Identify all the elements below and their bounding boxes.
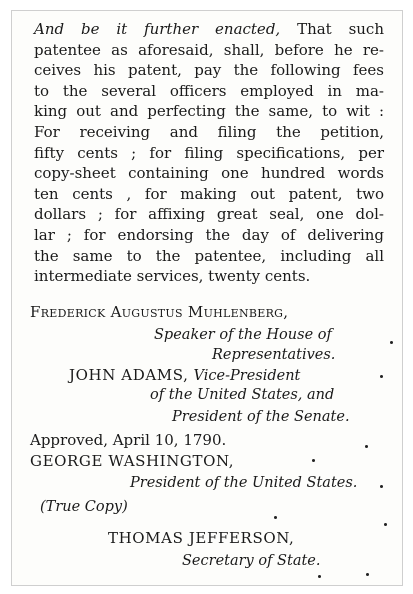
body-line-12: the same to the patentee, including all <box>34 246 384 265</box>
body-line-8: copy-sheet containing one hundred words <box>34 164 384 183</box>
body-line-11: lar ; for endorsing the day of delivering <box>34 225 384 244</box>
ink-speck <box>380 485 383 488</box>
president-title: President of the United States. <box>130 475 358 491</box>
body-line-6: For receiving and filing the petition, <box>34 122 384 141</box>
body-line-10: dollars ; for affixing great seal, one dol- <box>34 205 384 224</box>
vp-title-line-1: Vice-President <box>193 368 301 384</box>
ink-speck <box>312 459 315 462</box>
body-line-9: ten cents , for making out patent, two <box>34 184 384 203</box>
approval-date: Approved, April 10, 1790. <box>30 431 227 449</box>
body-line-5: king out and perfecting the same, to wit : <box>34 102 384 121</box>
ink-speck <box>390 341 393 344</box>
document-page <box>11 10 403 586</box>
ink-speck <box>366 573 369 576</box>
enactment-paragraph <box>34 19 384 287</box>
vp-name: JOHN ADAMS, <box>69 366 189 384</box>
secretary-name: THOMAS JEFFERSON, <box>108 529 295 547</box>
ink-speck <box>365 445 368 448</box>
true-copy-note: (True Copy) <box>40 499 128 515</box>
speaker-title-line-1: Speaker of the House of <box>154 327 332 343</box>
body-line-7: fifty cents ; for filing specifications, per <box>34 143 384 162</box>
speaker-title-line-2: Representatives. <box>212 347 336 363</box>
ink-speck <box>384 523 387 526</box>
body-line-4: to the several officers employed in ma- <box>34 81 384 100</box>
president-name: GEORGE WASHINGTON, <box>30 452 235 470</box>
body-line-1: And be it further enacted, That such <box>34 20 384 38</box>
body-line-3: ceives his patent, pay the following fees <box>34 61 384 80</box>
vp-title-line-3: President of the Senate. <box>172 409 350 425</box>
ink-speck <box>318 575 321 578</box>
vp-signature-line <box>69 365 300 384</box>
speaker-name: Frederick Augustus Muhlenberg, <box>30 303 289 321</box>
enactment-opening: And be it further enacted, <box>34 20 281 38</box>
vp-title-line-2: of the United States, and <box>150 387 335 403</box>
body-line-13: intermediate services, twenty cents. <box>34 267 311 286</box>
ink-speck <box>274 516 277 519</box>
body-line-2: patentee as aforesaid, shall, before he re- <box>34 40 384 59</box>
ink-speck <box>380 375 383 378</box>
secretary-title: Secretary of State. <box>182 553 321 569</box>
